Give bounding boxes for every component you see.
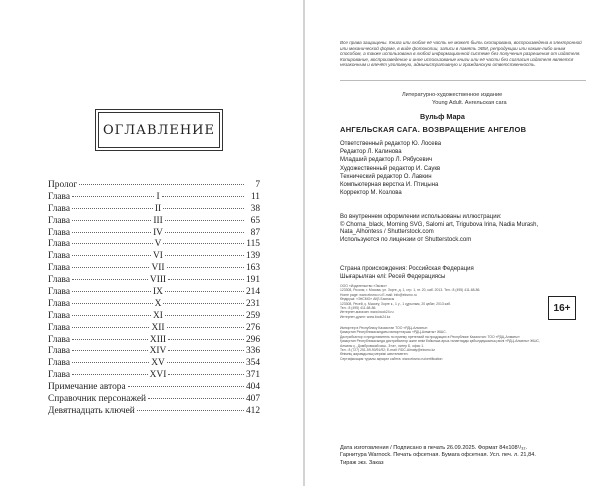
- toc-row: [48, 394, 260, 406]
- genre-line: Литературно-художественное издание: [402, 92, 503, 98]
- toc-leader-dots: [72, 243, 153, 244]
- toc-label: Глава: [48, 334, 71, 345]
- toc-leader-dots: [165, 232, 244, 233]
- toc-chapter-number: V: [154, 239, 162, 250]
- toc-row: [48, 239, 260, 251]
- toc-chapter-number: IV: [153, 227, 163, 238]
- toc-chapter-number: XIII: [149, 334, 167, 345]
- toc-label: Примечание автора: [48, 382, 126, 393]
- toc-row: [48, 275, 260, 287]
- toc-page-number: 296: [245, 334, 261, 345]
- toc-row: [48, 192, 260, 204]
- toc-chapter-number: VI: [153, 251, 163, 262]
- toc-label: Глава: [48, 322, 71, 333]
- toc-leader-dots: [72, 339, 148, 340]
- illustration-credit-line: Используются по лицензии от Shutterstock.com: [340, 236, 472, 243]
- copyright-notice: Все права защищены. Книга или любая её часть не может быть скопирована, воспроизведена в электронной или механической форме, в виде фотокопии, записи в память ЭВМ, репродукции или каким-либо иным способом, а также использована в любой информационной системе без получения разрешения от издателя. Копирование, воспроизведение и иное использование книги или её части без согласия издателя является незаконным и влечёт уголовную, административную и гражданскую ответственность.: [340, 40, 582, 68]
- publisher-block: [340, 284, 540, 319]
- kz-line: Тел.: 8 (727) 251-59-90/91/92; E-mail: RDC-Almaty@eksmo.kz: [340, 348, 436, 353]
- credit-line: Художественный редактор И. Саукв: [340, 165, 441, 172]
- credit-line: Технический редактор О. Лавкин: [340, 173, 432, 180]
- publisher-line: 123308, Ресей, қ. Мәскеу, Зорге к., 1 ү., 1 құрылым, 20 қабат, 2013 каб.: [340, 301, 451, 306]
- toc-page-number: 259: [245, 310, 260, 321]
- illustration-credit-line: Nata_Alhontess / Shutterstock.com: [340, 229, 434, 236]
- toc-leader-dots: [168, 374, 244, 375]
- author-name: Вульф Мара: [420, 112, 465, 121]
- toc-row: [48, 251, 260, 263]
- toc-page-number: 371: [245, 370, 261, 381]
- toc-chapter-number: XIV: [149, 346, 167, 357]
- toc-leader-dots: [163, 208, 244, 209]
- toc-leader-dots: [137, 410, 244, 411]
- toc-leader-dots: [167, 362, 244, 363]
- toc-leader-dots: [165, 220, 244, 221]
- toc-leader-dots: [72, 267, 149, 268]
- toc-leader-dots: [165, 291, 244, 292]
- toc-page-number: 231: [245, 298, 260, 309]
- toc-chapter-number: I: [156, 191, 160, 202]
- credit-line: Редактор Л. Калинова: [340, 149, 402, 156]
- toc-leader-dots: [163, 243, 244, 244]
- publisher-line: Интернет-магазин: www.book24.ru: [340, 310, 394, 315]
- divider-line: [340, 80, 586, 81]
- credit-line: Ответственный редактор Ю. Лосева: [340, 141, 442, 147]
- toc-row: [48, 228, 260, 240]
- toc-row: [48, 335, 260, 347]
- toc-leader-dots: [79, 184, 244, 185]
- toc-leader-dots: [165, 255, 244, 256]
- toc-page-number: 11: [250, 191, 260, 202]
- toc-leader-dots: [72, 315, 151, 316]
- toc-row: [48, 323, 260, 335]
- toc-leader-dots: [72, 291, 151, 292]
- kazakhstan-block: [340, 326, 540, 361]
- toc-leader-dots: [162, 196, 244, 197]
- table-of-contents: [48, 180, 260, 418]
- toc-leader-dots: [148, 398, 244, 399]
- toc-label: Глава: [48, 215, 71, 226]
- toc-leader-dots: [167, 327, 244, 328]
- toc-leader-dots: [72, 279, 148, 280]
- toc-leader-dots: [72, 220, 151, 221]
- toc-leader-dots: [72, 327, 149, 328]
- toc-label: Глава: [48, 251, 71, 262]
- toc-label: Девятнадцать ключей: [48, 405, 135, 416]
- toc-row: [48, 370, 260, 382]
- toc-leader-dots: [165, 315, 244, 316]
- toc-page-number: 354: [245, 358, 261, 369]
- kz-line: Қазақстан Республикасындағы импорттаушы «РДЦ-Алматы» ЖШС.: [340, 330, 447, 335]
- toc-leader-dots: [168, 339, 244, 340]
- toc-label: Пролог: [48, 180, 78, 190]
- toc-chapter-number: XII: [151, 322, 165, 333]
- toc-leader-dots: [72, 208, 153, 209]
- country-line: Шығарылған елі: Ресей Федерациясы: [340, 273, 446, 280]
- toc-leader-dots: [72, 255, 151, 256]
- toc-row: [48, 299, 260, 311]
- toc-chapter-number: III: [153, 215, 163, 226]
- toc-leader-dots: [168, 350, 244, 351]
- toc-row: [48, 358, 260, 370]
- toc-page-number: 163: [245, 263, 261, 274]
- toc-page-number: 276: [245, 322, 261, 333]
- toc-label: Глава: [48, 263, 71, 274]
- toc-label: Глава: [48, 239, 71, 250]
- credit-line: Младший редактор Л. Рябусевич: [340, 157, 433, 164]
- toc-chapter-number: VIII: [149, 275, 167, 286]
- kz-line: Сертификация туралы ақпарат сайтта: www.eksmo.ru/certification: [340, 356, 443, 361]
- toc-leader-dots: [72, 362, 149, 363]
- toc-page-number: 115: [246, 239, 260, 250]
- toc-page-number: 7: [255, 180, 260, 190]
- illustrations-block: [340, 214, 580, 244]
- toc-label: Глава: [48, 275, 71, 286]
- publisher-line: Интернет-дүкен: www.book24.kz: [340, 314, 391, 319]
- country-block: [340, 266, 474, 281]
- toc-label: Глава: [48, 287, 71, 298]
- print-info-line: Гарнитура Warnock. Печать офсетная. Бумага офсетная. Усл. печ. л. 21,84.: [340, 452, 536, 459]
- toc-row: [48, 311, 260, 323]
- toc-label: Глава: [48, 358, 71, 369]
- toc-title-frame: [98, 112, 220, 148]
- toc-label: Глава: [48, 370, 71, 381]
- toc-page-number: 214: [245, 287, 260, 298]
- toc-leader-dots: [72, 232, 151, 233]
- toc-page-number: 65: [250, 215, 260, 226]
- toc-chapter-number: IX: [153, 287, 163, 298]
- subgenre-line: Young Adult. Ангельская сага: [432, 100, 507, 106]
- book-title: АНГЕЛЬСКАЯ САГА. ВОЗВРАЩЕНИЕ АНГЕЛОВ: [340, 125, 527, 134]
- toc-row: [48, 263, 260, 275]
- toc-row: [48, 382, 260, 394]
- print-info-block: [340, 445, 590, 467]
- toc-label: Справочник персонажей: [48, 394, 146, 405]
- toc-leader-dots: [168, 279, 244, 280]
- toc-leader-dots: [163, 303, 244, 304]
- country-line: Страна происхождения: Российская Федерация: [340, 266, 474, 272]
- toc-label: Глава: [48, 203, 71, 214]
- credit-line: Корректор М. Козлова: [340, 190, 402, 197]
- toc-page-number: 404: [245, 382, 260, 393]
- toc-row: [48, 180, 260, 192]
- kz-line: Өнімнің жарамдылық мерзімі шектелмеген.: [340, 352, 409, 357]
- toc-leader-dots: [128, 386, 244, 387]
- toc-leader-dots: [72, 196, 154, 197]
- toc-page-number: 336: [245, 346, 261, 357]
- toc-row: [48, 346, 260, 358]
- toc-title: ОГЛАВЛЕНИЕ: [102, 122, 215, 138]
- toc-row: [48, 216, 260, 228]
- toc-page-number: 191: [245, 275, 261, 286]
- toc-chapter-number: VII: [151, 263, 165, 274]
- toc-label: Глава: [48, 346, 71, 357]
- toc-page-number: 87: [250, 227, 260, 238]
- toc-label: Глава: [48, 310, 71, 321]
- toc-row: [48, 287, 260, 299]
- toc-label: Глава: [48, 191, 71, 202]
- book-spine: [303, 0, 305, 486]
- illustration-credit-line: Во внутреннем оформлении использованы иллюстрации:: [340, 214, 502, 220]
- toc-row: [48, 204, 260, 216]
- age-rating-badge: 16+: [548, 296, 576, 320]
- illustration-credit-line: © Chorna_black, Morning SVG, Salomi art, Trigubova Irina, Nadia Murash,: [340, 221, 539, 228]
- toc-leader-dots: [72, 374, 148, 375]
- toc-label: Глава: [48, 227, 71, 238]
- publisher-line: Home page: www.eksmo.ru E-mail: info@eksmo.ru: [340, 292, 417, 297]
- toc-page-number: 407: [245, 394, 260, 405]
- kz-line: Алматы қ., Домбровский көш., 3«а», литер Б, офис 1.: [340, 343, 425, 348]
- toc-chapter-number: II: [154, 203, 162, 214]
- publisher-line: Өндіруші: «ЭКСМО» АҚБ Баспасы: [340, 297, 395, 302]
- toc-chapter-number: X: [154, 298, 162, 309]
- publisher-line: ООО «Издательство «Эксмо»: [340, 284, 387, 288]
- credits-block: [340, 140, 441, 197]
- toc-leader-dots: [72, 303, 153, 304]
- toc-leader-dots: [167, 267, 244, 268]
- toc-chapter-number: XV: [151, 358, 165, 369]
- toc-chapter-number: XI: [153, 310, 163, 321]
- kz-line: Қазақстан Республикасында дистрибьютор және өнім бойынша арыз-талаптарды қабылдаушының өкілі «РДЦ-Алматы» ЖШС,: [340, 339, 540, 344]
- credit-line: Компьютерная верстка И. Птицына: [340, 182, 439, 189]
- toc-page-number: 139: [245, 251, 260, 262]
- toc-row: [48, 406, 260, 418]
- toc-page-number: 38: [250, 203, 260, 214]
- print-info-line: Дата изготовления / Подписано в печать 26.09.2025. Формат 84x108¹/₃₂.: [340, 445, 528, 451]
- kz-line: Дистрибьютор и представитель по приему претензий на продукцию в Республике Казахстан: ТОО «РДЦ-Алматы»: [340, 334, 520, 339]
- kz-line: Импортер в Республику Казахстан ТОО «РДЦ-Алматы».: [340, 326, 429, 330]
- print-info-line: Тираж экз. Заказ: [340, 459, 384, 466]
- publisher-line: Тел.: 8 (495) 411-68-86.: [340, 306, 377, 311]
- toc-chapter-number: XVI: [149, 370, 167, 381]
- toc-leader-dots: [72, 350, 148, 351]
- publisher-line: 123308, Россия, г. Москва, ул. Зорге, д. 1, стр. 1, эт. 20, каб. 2013. Тел.: 8 (495) 411-68-86.: [340, 288, 481, 293]
- toc-page-number: 412: [245, 405, 260, 416]
- toc-label: Глава: [48, 298, 71, 309]
